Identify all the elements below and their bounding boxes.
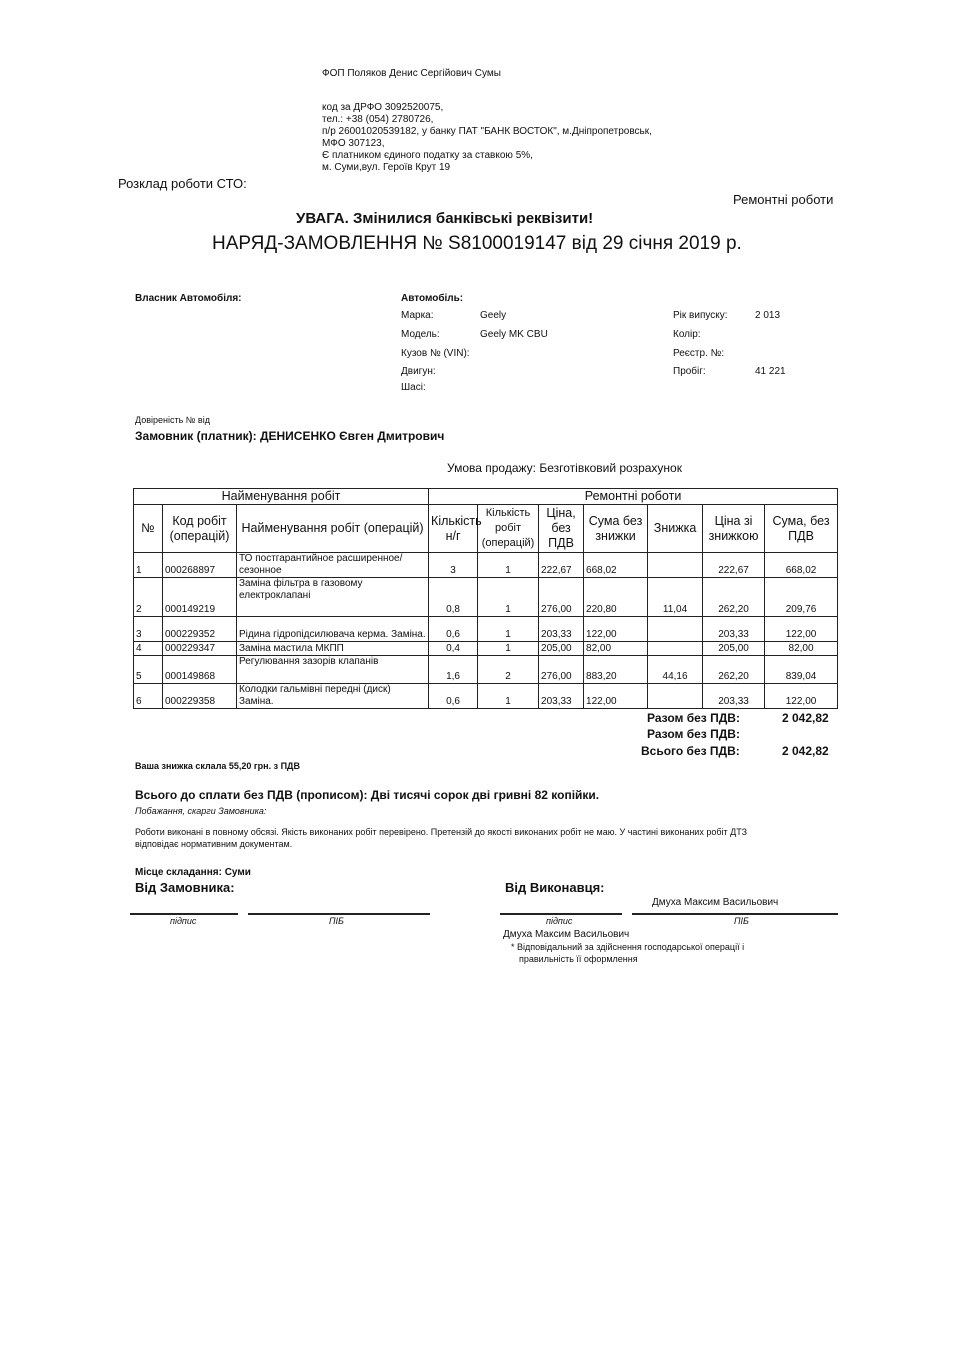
total-label: Разом без ПДВ: <box>647 711 740 725</box>
col-header-discount: Знижка <box>648 505 703 553</box>
responsible-name: Дмуха Максим Васильович <box>503 929 630 940</box>
row-price: 205,00 <box>539 642 584 656</box>
from-customer-label: Від Замовника: <box>135 880 235 895</box>
row-price-disc: 262,20 <box>703 578 765 617</box>
row-count: 2 <box>478 656 539 684</box>
col-header-code: Код робіт (операцій) <box>163 505 237 553</box>
company-line: Є платником єдиного податку за ставкою 5%, <box>322 150 533 161</box>
bank-notice: УВАГА. Змінилися банківські реквізити! <box>296 210 594 227</box>
table-row <box>134 642 838 656</box>
table-row <box>134 553 838 578</box>
contractor-signature-line <box>500 913 622 915</box>
row-name: ТО постгарантийное расширенное/сезонное <box>237 553 429 578</box>
row-code: 000149868 <box>163 656 237 684</box>
row-total: 839,04 <box>765 656 838 684</box>
row-discount <box>648 684 703 709</box>
company-line: код за ДРФО 3092520075, <box>322 102 444 113</box>
year-label: Рік випуску: <box>673 310 728 321</box>
row-code: 000229352 <box>163 617 237 642</box>
row-qty: 0,6 <box>429 617 478 642</box>
row-code: 000229347 <box>163 642 237 656</box>
row-price: 222,67 <box>539 553 584 578</box>
grand-total-label: Всього без ПДВ: <box>641 744 740 758</box>
repair-label: Ремонтні роботи <box>733 192 834 207</box>
vin-label: Кузов № (VIN): <box>401 348 470 359</box>
row-price: 203,33 <box>539 617 584 642</box>
col-header-price: Ціна, без ПДВ <box>539 505 584 553</box>
row-code: 000229358 <box>163 684 237 709</box>
model-value: Geely MK CBU <box>480 329 548 340</box>
total-value: 2 042,82 <box>782 711 829 725</box>
color-label: Колір: <box>673 329 701 340</box>
table-row <box>134 617 838 642</box>
power-of-attorney: Довіреність № від <box>135 415 210 425</box>
company-line: м. Суми,вул. Героїв Крут 19 <box>322 162 451 173</box>
row-price-disc: 222,67 <box>703 553 765 578</box>
company-line: МФО 307123, <box>322 138 385 149</box>
contractor-signature-caption: підпис <box>546 916 573 926</box>
from-contractor-label: Від Виконавця: <box>505 880 605 895</box>
brand-label: Марка: <box>401 310 434 321</box>
row-discount <box>648 642 703 656</box>
row-total: 209,76 <box>765 578 838 617</box>
company-name: ФОП Поляков Денис Сергійович Сумы <box>322 68 501 79</box>
table-row <box>134 684 838 709</box>
row-price-disc: 262,20 <box>703 656 765 684</box>
row-total: 122,00 <box>765 684 838 709</box>
year-value: 2 013 <box>755 310 781 321</box>
row-price: 276,00 <box>539 578 584 617</box>
row-count: 1 <box>478 684 539 709</box>
wishes-label: Побажання, скарги Замовника: <box>135 806 267 816</box>
row-qty: 0,8 <box>429 578 478 617</box>
company-line: тел.: +38 (054) 2780726, <box>322 114 434 125</box>
row-qty: 1,6 <box>429 656 478 684</box>
sale-terms: Умова продажу: Безготівковий розрахунок <box>447 461 682 475</box>
col-header-sum: Сума без знижки <box>584 505 648 553</box>
row-qty: 0,4 <box>429 642 478 656</box>
row-num: 5 <box>134 656 163 684</box>
customer-line: Замовник (платник): ДЕНИСЕНКО Євген Дмитрович <box>135 429 445 443</box>
row-name: Регулювання зазорів клапанів <box>237 656 429 684</box>
row-count: 1 <box>478 578 539 617</box>
row-discount <box>648 553 703 578</box>
row-name: Рідина гідропідсилювача керма. Заміна. <box>237 617 429 642</box>
col-header-count: Кількість робіт (операцій) <box>478 505 539 553</box>
col-header-price-disc: Ціна зі знижкою <box>703 505 765 553</box>
responsible-note: правильність її оформлення <box>519 954 638 964</box>
row-sum: 668,02 <box>584 553 648 578</box>
row-name: Заміна мастила МКПП <box>237 642 429 656</box>
row-code: 000268897 <box>163 553 237 578</box>
row-price: 203,33 <box>539 684 584 709</box>
engine-label: Двигун: <box>401 366 436 377</box>
row-count: 1 <box>478 642 539 656</box>
brand-value: Geely <box>480 310 507 321</box>
row-code: 000149219 <box>163 578 237 617</box>
col-header-num: № <box>134 505 163 553</box>
row-num: 2 <box>134 578 163 617</box>
row-sum: 122,00 <box>584 617 648 642</box>
row-name: Колодки гальмівні передні (диск) Заміна. <box>237 684 429 709</box>
row-discount: 44,16 <box>648 656 703 684</box>
works-done-line: відповідає нормативним документам. <box>135 839 293 849</box>
grand-total-value: 2 042,82 <box>782 744 829 758</box>
row-qty: 0,6 <box>429 684 478 709</box>
amount-in-words: Всього до сплати без ПДВ (прописом): Дві тисячі сорок дві гривні 82 копійки. <box>135 788 600 802</box>
works-table <box>133 488 838 709</box>
row-total: 122,00 <box>765 617 838 642</box>
row-discount: 11,04 <box>648 578 703 617</box>
row-discount <box>648 617 703 642</box>
row-price-disc: 203,33 <box>703 684 765 709</box>
col-header-qty: Кількість н/г <box>429 505 478 553</box>
row-sum: 122,00 <box>584 684 648 709</box>
car-header: Автомобіль: <box>401 293 464 304</box>
model-label: Модель: <box>401 329 440 340</box>
col-header-total: Сума, без ПДВ <box>765 505 838 553</box>
contractor-pib-line <box>632 913 838 915</box>
row-price: 276,00 <box>539 656 584 684</box>
group-header-right: Ремонтні роботи <box>429 489 838 505</box>
row-sum: 220,80 <box>584 578 648 617</box>
row-count: 1 <box>478 617 539 642</box>
discount-note: Ваша знижка склала 55,20 грн. з ПДВ <box>135 761 300 771</box>
customer-pib-line <box>248 913 430 915</box>
schedule-label: Розклад роботи СТО: <box>118 176 247 191</box>
responsible-note: * Відповідальний за здійснення господарської операції і <box>511 942 745 952</box>
row-total: 82,00 <box>765 642 838 656</box>
table-row <box>134 656 838 684</box>
customer-signature-line <box>130 913 238 915</box>
row-num: 6 <box>134 684 163 709</box>
row-num: 4 <box>134 642 163 656</box>
contractor-name: Дмуха Максим Васильович <box>652 897 779 908</box>
customer-signature-caption: підпис <box>170 916 197 926</box>
company-line: п/р 26001020539182, у банку ПАТ "БАНК ВОСТОК", м.Дніпропетровськ, <box>322 126 652 137</box>
order-title: НАРЯД-ЗАМОВЛЕННЯ № S8100019147 від 29 січня 2019 р. <box>212 233 742 254</box>
row-sum: 883,20 <box>584 656 648 684</box>
row-price-disc: 203,33 <box>703 617 765 642</box>
chassis-label: Шасі: <box>401 382 426 393</box>
row-count: 1 <box>478 553 539 578</box>
place-label: Місце складання: Суми <box>135 867 251 878</box>
owner-label: Власник Автомобіля: <box>135 293 242 304</box>
customer-pib-caption: ПІБ <box>329 916 344 926</box>
works-done-line: Роботи виконані в повному обсязі. Якість виконаних робіт перевірено. Претензій до якості виконаних робіт не маю. У частині виконаних робіт ДТЗ <box>135 827 748 837</box>
reg-label: Реєстр. №: <box>673 348 725 359</box>
row-num: 1 <box>134 553 163 578</box>
mileage-label: Пробіг: <box>673 366 706 377</box>
row-sum: 82,00 <box>584 642 648 656</box>
row-total: 668,02 <box>765 553 838 578</box>
row-qty: 3 <box>429 553 478 578</box>
table-row <box>134 578 838 617</box>
row-num: 3 <box>134 617 163 642</box>
col-header-name: Найменування робіт (операцій) <box>237 505 429 553</box>
total-label: Разом без ПДВ: <box>647 727 740 741</box>
mileage-value: 41 221 <box>755 366 786 377</box>
row-price-disc: 205,00 <box>703 642 765 656</box>
group-header-left: Найменування робіт <box>134 489 429 505</box>
row-name: Заміна фільтра в газовому електроклапані <box>237 578 429 617</box>
contractor-pib-caption: ПІБ <box>734 916 749 926</box>
